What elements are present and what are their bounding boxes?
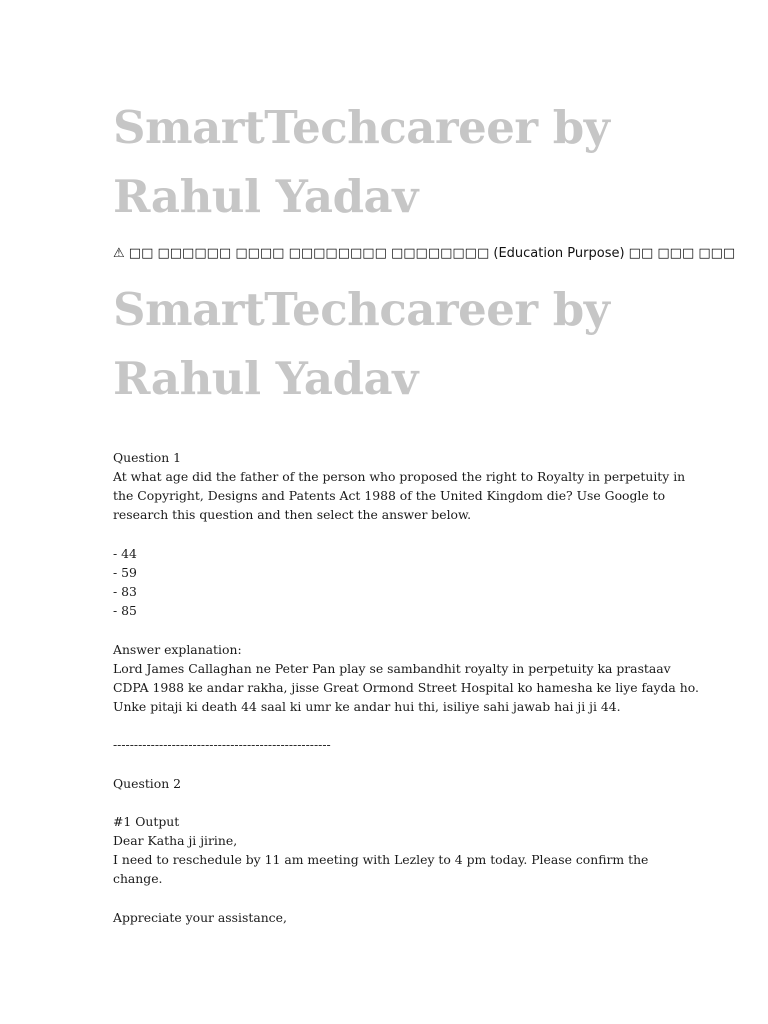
document-body xyxy=(113,448,699,927)
warning-icon: ⚠ xyxy=(113,246,125,261)
email-body-line: I need to reschedule by 11 am meeting with Lezley to 4 pm today. Please confirm the xyxy=(113,852,649,868)
watermark-line-2: Rahul Yadav xyxy=(113,170,418,223)
answer-option: - 59 xyxy=(113,564,137,580)
watermark-line-1: SmartTechcareer by xyxy=(113,101,610,154)
watermark-line-2: Rahul Yadav xyxy=(113,352,418,405)
question-1-text-line: At what age did the father of the person who proposed the right to Royalty in perpetuity in xyxy=(113,469,686,485)
question-1-title: Question 1 xyxy=(113,450,182,465)
notice-text: □□ □□□□□□ □□□□ □□□□□□□□ □□□□□□□□ (Education Purpose) □□ □□□ □□□ xyxy=(128,246,736,261)
answer-option: - 83 xyxy=(113,584,137,600)
explanation-text-line: Lord James Callaghan ne Peter Pan play se sambandhit royalty in perpetuity ka prastaav xyxy=(113,660,671,676)
spacer xyxy=(113,793,643,812)
spacer xyxy=(113,754,643,773)
explanation-text-line: Unke pitaji ki death 44 saal ki umr ke andar hui thi, isiliye sahi jawab hai ji ji 44. xyxy=(113,699,621,714)
explanation-label: Answer explanation: xyxy=(113,641,242,657)
question-2-title: Question 2 xyxy=(113,775,182,791)
answer-option: - 44 xyxy=(113,545,137,561)
question-1-text-line: research this question and then select the answer below. xyxy=(113,507,472,523)
output-label: #1 Output xyxy=(113,813,180,829)
spacer xyxy=(113,716,643,735)
email-closing: Appreciate your assistance, xyxy=(113,909,287,925)
email-greeting: Dear Katha ji jirine, xyxy=(113,833,238,849)
question-1-text-line: the Copyright, Designs and Patents Act 1988 of the United Kingdom die? Use Google to xyxy=(113,488,666,504)
divider: ---------------------------------------------------- xyxy=(113,737,331,753)
watermark-line-1: SmartTechcareer by xyxy=(113,283,610,336)
notice-line xyxy=(113,244,736,264)
answer-option: - 85 xyxy=(113,603,137,619)
explanation-text-line: CDPA 1988 ke andar rakha, jisse Great Ormond Street Hospital ko hamesha ke liye fayda ho. xyxy=(113,679,699,695)
watermark-middle xyxy=(113,275,673,413)
spacer xyxy=(113,889,643,908)
spacer xyxy=(113,525,643,544)
watermark-top xyxy=(113,93,673,231)
email-body-line: change. xyxy=(113,871,163,887)
spacer xyxy=(113,620,643,639)
